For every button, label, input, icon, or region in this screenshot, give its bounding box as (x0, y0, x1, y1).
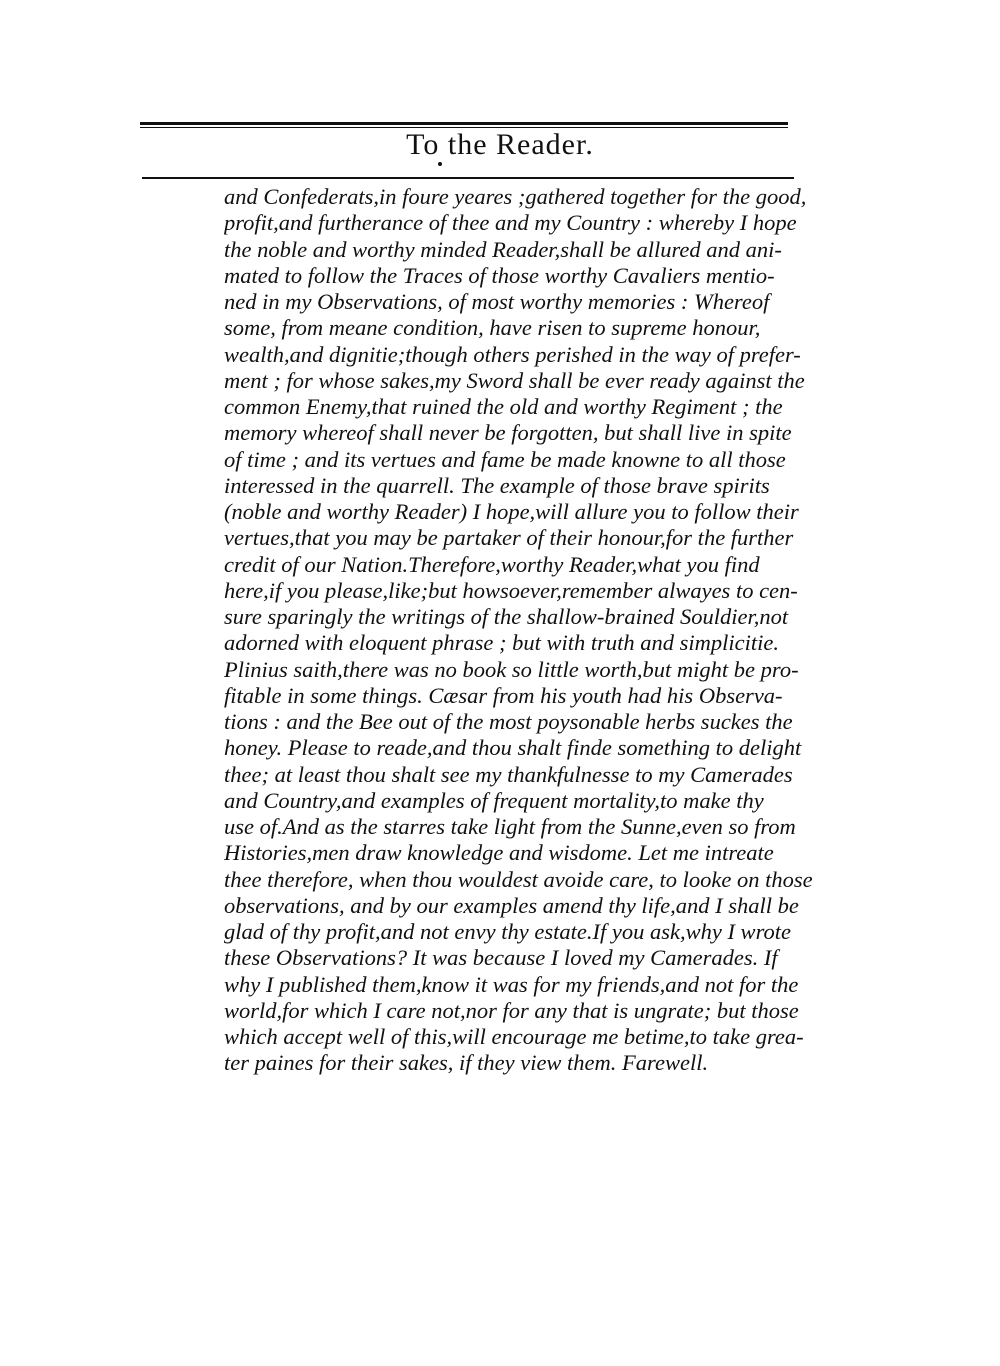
text-line: of time ; and its vertues and fame be made knowne to all those (224, 446, 786, 472)
text-line: glad of thy profit,and not envy thy estate.If you ask,why I wrote (224, 919, 791, 944)
text-line: interessed in the quarrell. The example of those brave spirits (224, 472, 770, 498)
text-line: memory whereof shall never be forgotten, but shall live in spite (224, 420, 792, 446)
text-line: Plinius saith,there was no book so little worth,but might be pro- (224, 656, 799, 682)
text-line: and Confederats,in foure yeares ;gathered together for the good, (224, 184, 807, 209)
text-line: observations, and by our examples amend thy life,and I shall be (224, 892, 799, 918)
header-rule-top (140, 122, 788, 125)
text-line: Histories,men draw knowledge and wisdome. Let me intreate (224, 840, 774, 866)
text-line: here,if you please,like;but howsoever,remember alwayes to cen- (224, 577, 798, 603)
text-line: thee therefore, when thou wouldest avoide care, to looke on those (224, 866, 813, 892)
text-line: thee; at least thou shalt see my thankfulnesse to my Camerades (224, 761, 793, 787)
text-line: ned in my Observations, of most worthy memories : Whereof (224, 289, 770, 314)
header-rule-bottom (142, 177, 794, 179)
text-line: vertues,that you may be partaker of their honour,for the further (224, 525, 794, 551)
text-line: adorned with eloquent phrase ; but with truth and simplicitie. (224, 630, 779, 656)
text-line: ter paines for their sakes, if they view them. Farewell. (224, 1050, 709, 1076)
page-title: To the Reader. (406, 128, 594, 161)
ornament-dot (438, 162, 442, 166)
text-line: sure sparingly the writings of the shallow-brained Souldier,not (224, 604, 789, 629)
text-line: use of.And as the starres take light from the Sunne,even so from (224, 814, 796, 839)
text-line: (noble and worthy Reader) I hope,will allure you to follow their (224, 499, 799, 524)
text-line: ment ; for whose sakes,my Sword shall be ever ready against the (224, 367, 805, 393)
text-line: tions : and the Bee out of the most poysonable herbs suckes the (224, 709, 793, 734)
text-line: why I published them,know it was for my friends,and not for the (224, 971, 799, 997)
text-line: credit of our Nation.Therefore,worthy Reader,what you find (224, 551, 760, 577)
body-text (224, 184, 814, 1077)
text-line: fitable in some things. Cæsar from his youth had his Observa- (224, 682, 783, 708)
text-line: honey. Please to reade,and thou shalt finde something to delight (224, 735, 802, 761)
text-line: wealth,and dignitie;though others perished in the way of prefer- (224, 341, 801, 367)
text-line: some, from meane condition, have risen to supreme honour, (224, 315, 761, 341)
text-line: these Observations? It was because I loved my Camerades. If (224, 945, 778, 971)
text-line: world,for which I care not,nor for any that is ungrate; but those (224, 997, 799, 1023)
text-line: mated to follow the Traces of those worthy Cavaliers mentio- (224, 262, 775, 288)
text-line: common Enemy,that ruined the old and worthy Regiment ; the (224, 394, 783, 419)
text-line: profit,and furtherance of thee and my Country : whereby I hope (224, 210, 797, 236)
text-line: which accept well of this,will encourage me betime,to take grea- (224, 1024, 804, 1049)
text-line: the noble and worthy minded Reader,shall be allured and ani- (224, 236, 782, 262)
text-line: and Country,and examples of frequent mortality,to make thy (224, 787, 764, 813)
